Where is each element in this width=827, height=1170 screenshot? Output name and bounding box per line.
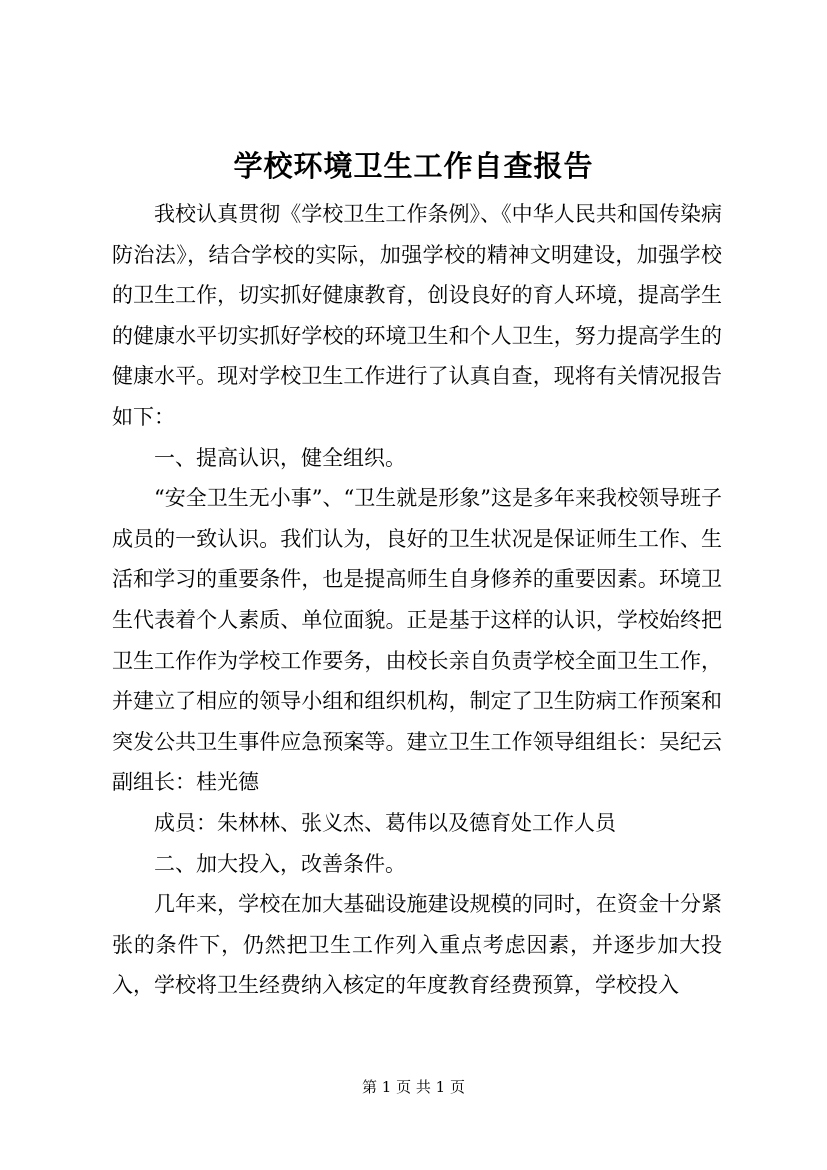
section-heading-2: 二、加大投入，改善条件。 [154, 851, 406, 876]
paragraph-members: 成员：朱林林、张义杰、葛伟以及德育处工作人员 [154, 810, 616, 835]
document-title: 学校环境卫生工作自查报告 [233, 149, 594, 183]
paragraph-section-1: “安全卫生无小事”、“卫生就是形象”这是多年来我校领导班子成员的一致认识。我们认为，良好的卫生状况是保证师生工作、生活和学习的重要条件，也是提高师生自身修养的重要因素。环境卫生代表着个人素质、单位面貌。正是基于这样的认识，学校始终把卫生工作作为学校工作要务，由校长亲自负责学校全面卫生工作，并建立了相应的领导小组和组织机构，制定了卫生防病工作预案和突发公共卫生事件应急预案等。建立卫生工作领导组组长：吴纪云副组长：桂光德 [112, 486, 722, 795]
paragraph-intro: 我校认真贯彻《学校卫生工作条例》、《中华人民共和国传染病防治法》，结合学校的实际，加强学校的精神文明建设，加强学校的卫生工作，切实抓好健康教育，创设良好的育人环境，提高学生的健康水平切实抓好学校的环境卫生和个人卫生，努力提高学生的健康水平。现对学校卫生工作进行了认真自查，现将有关情况报告如下： [112, 202, 722, 429]
section-heading-1: 一、提高认识，健全组织。 [154, 445, 406, 470]
document-body [112, 194, 722, 1006]
page-footer: 第 1 页 共 1 页 [362, 1078, 465, 1096]
paragraph-section-2: 几年来，学校在加大基础设施建设规模的同时，在资金十分紧张的条件下，仍然把卫生工作列入重点考虑因素，并逐步加大投入，学校将卫生经费纳入核定的年度教育经费预算，学校投入 [112, 892, 722, 998]
